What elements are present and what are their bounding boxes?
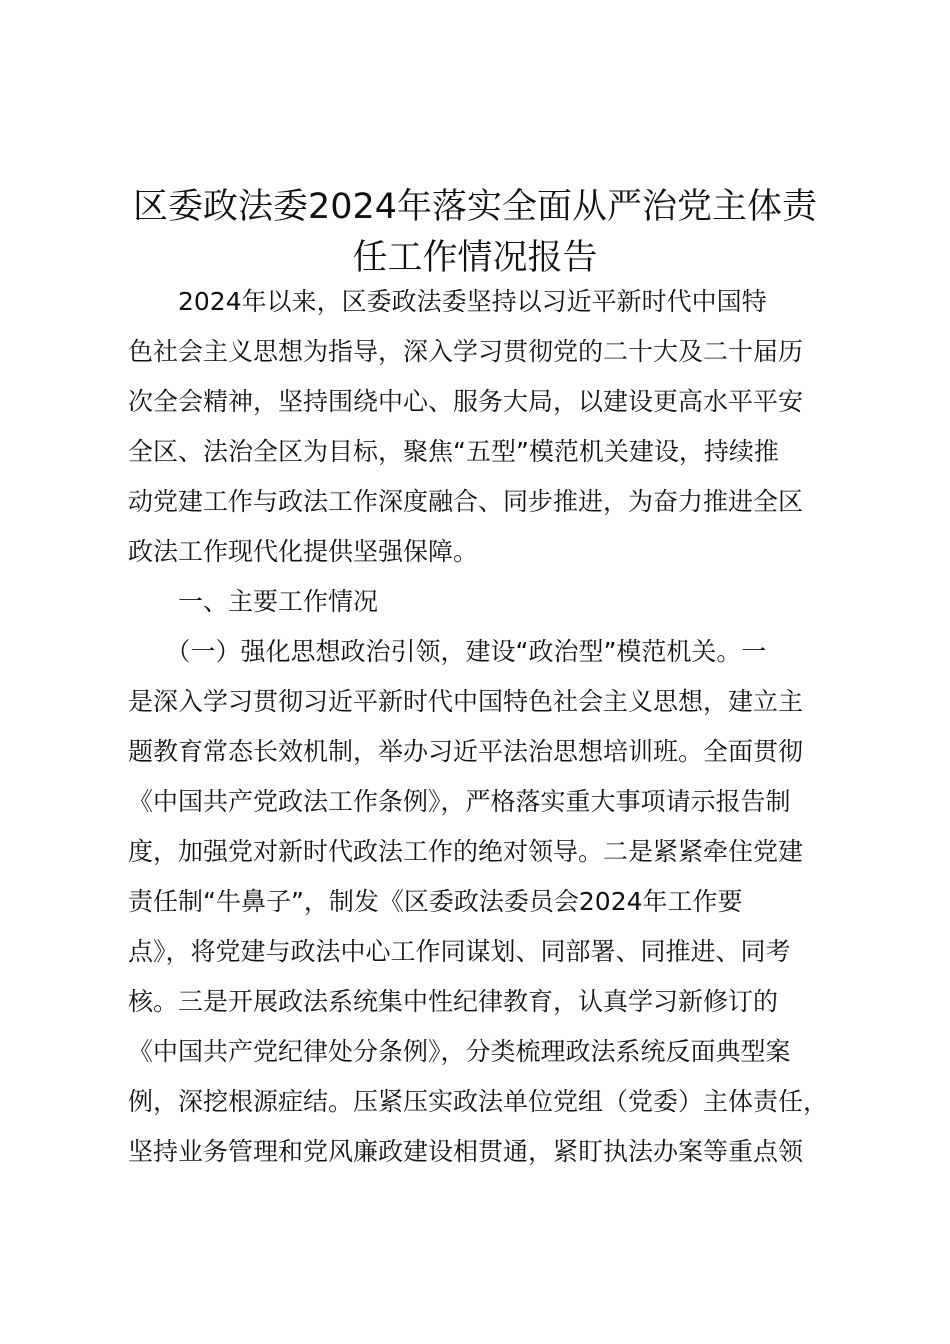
body-line: 责任制“牛鼻子”，制发《区委政法委员会2024年工作要 — [128, 887, 743, 916]
body-line: 次全会精神，坚持围绕中心、服务大局，以建设更高水平平安 — [128, 387, 804, 416]
body-line: 全区、法治全区为目标，聚焦“五型”模范机关建设，持续推 — [128, 437, 779, 466]
document-title-line-1: 区委政法委2024年落实全面从严治党主体责 — [132, 187, 818, 227]
body-line: 点》，将党建与政法中心工作同谋划、同部署、同推进、同考 — [128, 937, 791, 966]
body-line: 动党建工作与政法工作深度融合、同步推进，为奋力推进全区 — [128, 487, 804, 516]
body-line: 度，加强党对新时代政法工作的绝对领导。二是紧紧牵住党建 — [128, 837, 804, 866]
section-heading: 一、主要工作情况 — [128, 587, 379, 616]
body-line: 坚持业务管理和党风廉政建设相贯通，紧盯执法办案等重点领 — [128, 1137, 804, 1166]
body-line: 《中国共产党政法工作条例》，严格落实重大事项请示报告制 — [128, 787, 791, 816]
body-line: 例，深挖根源症结。压紧压实政法单位党组（党委）主体责任， — [128, 1087, 829, 1116]
body-line: （一）强化思想政治引领，建设“政治型”模范机关。一 — [128, 637, 767, 666]
body-line: 色社会主义思想为指导，深入学习贯彻党的二十大及二十届历 — [128, 337, 804, 366]
body-line: 题教育常态长效机制，举办习近平法治思想培训班。全面贯彻 — [128, 737, 804, 766]
document-title-line-2: 任工作情况报告 — [352, 238, 598, 278]
body-line: 2024年以来，区委政法委坚持以习近平新时代中国特 — [128, 287, 767, 316]
body-line: 政法工作现代化提供坚强保障。 — [128, 537, 479, 566]
body-line: 《中国共产党纪律处分条例》，分类梳理政法系统反面典型案 — [128, 1037, 791, 1066]
body-line: 是深入学习贯彻习近平新时代中国特色社会主义思想，建立主 — [128, 687, 804, 716]
body-line: 核。三是开展政法系统集中性纪律教育，认真学习新修订的 — [128, 987, 779, 1016]
